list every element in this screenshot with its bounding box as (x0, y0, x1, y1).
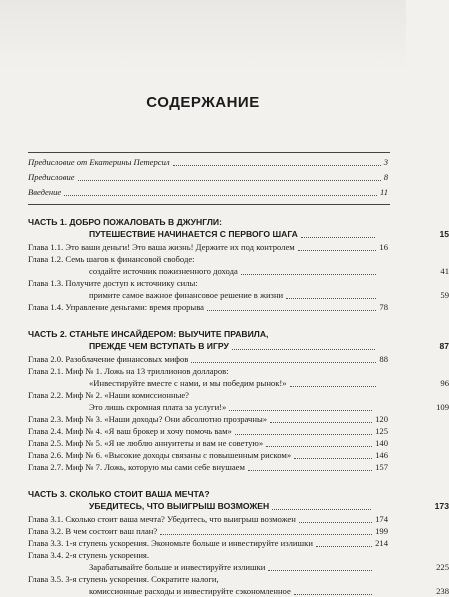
dot-leader (235, 434, 372, 435)
entry-text: Глава 1.1. Это ваши деньги! Это ваша жизнь! Держите их под контролем (28, 242, 295, 252)
page-number: 214 (375, 538, 388, 548)
dot-leader (64, 195, 377, 196)
entry-text: Глава 1.3. Получите доступ к источнику силы: (28, 278, 198, 288)
toc-entry[interactable] (28, 265, 449, 277)
page-number: 174 (375, 514, 388, 524)
dot-leader (268, 570, 372, 571)
entry-text: «Инвестируйте вместе с нами, и мы победим рынок!» (89, 378, 287, 388)
toc-entry[interactable] (28, 186, 388, 198)
entry-text: комиссионные расходы и инвестируйте сэкономленное (89, 586, 291, 596)
dot-leader (286, 298, 376, 299)
page-number: 125 (375, 426, 388, 436)
dot-leader (316, 546, 372, 547)
page-number: 238 (436, 586, 449, 596)
dot-leader (272, 509, 370, 510)
dot-leader (160, 534, 372, 535)
entry-text: Глава 3.4. 2-я ступень ускорения. (28, 550, 150, 560)
toc-entry-line[interactable] (28, 549, 388, 561)
toc-entry[interactable] (28, 561, 449, 573)
page-number: 109 (436, 402, 449, 412)
dot-leader (207, 310, 376, 311)
entry-text: Глава 2.4. Миф № 4. «Я ваш брокер и хочу помочь вам» (28, 426, 232, 436)
toc-entry-line[interactable] (28, 216, 388, 228)
page-number: 146 (375, 450, 388, 460)
page-number: 96 (440, 378, 449, 388)
page-number: 8 (383, 172, 388, 182)
entry-text: Глава 1.2. Семь шагов к финансовой свободе: (28, 254, 195, 264)
page-number: 59 (440, 290, 449, 300)
page-number: 16 (379, 242, 388, 252)
page-title: СОДЕРЖАНИЕ (146, 94, 260, 111)
toc-entry[interactable] (28, 353, 388, 365)
dot-leader (290, 386, 377, 387)
entry-text: Глава 3.1. Сколько стоит ваша мечта? Убедитесь, что выигрыш возможен (28, 514, 296, 524)
toc-entry[interactable] (28, 171, 388, 183)
page-number: 199 (375, 526, 388, 536)
bleed-through (0, 0, 406, 70)
entry-text: примите самое важное финансовое решение в жизни (89, 290, 284, 300)
dot-leader (298, 250, 377, 251)
dot-leader (294, 594, 372, 595)
toc-entry[interactable] (28, 289, 449, 301)
dot-leader (173, 165, 381, 166)
dot-leader (299, 522, 372, 523)
entry-text: Введение (28, 187, 62, 197)
entry-text: Зарабатывайте больше и инвестируйте излишки (89, 562, 266, 572)
entry-text: ЧАСТЬ 3. СКОЛЬКО СТОИТ ВАША МЕЧТА? (28, 489, 210, 499)
page-number: 157 (375, 462, 388, 472)
toc-entry-line[interactable] (28, 277, 388, 289)
toc-entry[interactable] (28, 340, 449, 352)
entry-text: Глава 3.2. В чем состоит ваш план? (28, 526, 158, 536)
page-number: 87 (439, 341, 449, 351)
dot-leader (270, 422, 372, 423)
entry-text: Глава 2.6. Миф № 6. «Высокие доходы связаны с повышенным риском» (28, 450, 292, 460)
page-number: 15 (439, 229, 449, 239)
rule (28, 204, 390, 205)
dot-leader (266, 446, 372, 447)
toc-entry-line[interactable] (28, 365, 388, 377)
page-number: 3 (383, 157, 388, 167)
toc-entry-line[interactable] (28, 389, 388, 401)
dot-leader (191, 362, 376, 363)
toc-entry[interactable] (28, 377, 449, 389)
toc-entry-line[interactable] (28, 488, 388, 500)
toc-entry-line[interactable] (28, 328, 388, 340)
toc-entry[interactable] (28, 513, 388, 525)
page-number: 78 (379, 302, 388, 312)
entry-text: Глава 3.5. 3-я ступень ускорения. Сократите налоги, (28, 574, 219, 584)
page-number: 225 (436, 562, 449, 572)
page-number: 88 (379, 354, 388, 364)
entry-text: Глава 2.1. Миф № 1. Ложь на 13 триллионов долларов: (28, 366, 229, 376)
toc-entry-line[interactable] (28, 253, 388, 265)
toc-entry[interactable] (28, 500, 449, 512)
rule (28, 152, 390, 153)
toc-entry[interactable] (28, 585, 449, 597)
entry-text: УБЕДИТЕСЬ, ЧТО ВЫИГРЫШ ВОЗМОЖЕН (89, 501, 270, 511)
page-number: 140 (375, 438, 388, 448)
entry-text: ПУТЕШЕСТВИЕ НАЧИНАЕТСЯ С ПЕРВОГО ШАГА (89, 229, 298, 239)
toc-entry[interactable] (28, 437, 388, 449)
entry-text: ПРЕЖДЕ ЧЕМ ВСТУПАТЬ В ИГРУ (89, 341, 229, 351)
entry-text: ЧАСТЬ 1. ДОБРО ПОЖАЛОВАТЬ В ДЖУНГЛИ: (28, 217, 222, 227)
entry-text: Глава 3.3. 1-я ступень ускорения. Экономьте больше и инвестируйте излишки (28, 538, 313, 548)
toc-entry[interactable] (28, 461, 388, 473)
toc-entry[interactable] (28, 525, 388, 537)
toc-entry[interactable] (28, 425, 388, 437)
toc-entry[interactable] (28, 156, 388, 168)
page-number: 173 (434, 501, 449, 511)
page-number: 120 (375, 414, 388, 424)
dot-leader (232, 349, 376, 350)
entry-text: Глава 2.7. Миф № 7. Ложь, которую мы сами себе внушаем (28, 462, 245, 472)
dot-leader (248, 470, 372, 471)
dot-leader (241, 274, 377, 275)
page-number: 11 (380, 187, 388, 197)
toc-entry[interactable] (28, 537, 388, 549)
entry-text: Глава 2.0. Разоблачение финансовых мифов (28, 354, 189, 364)
entry-text: Предисловие (28, 172, 75, 182)
entry-text: Предисловие от Екатерины Петерсил (28, 157, 170, 167)
dot-leader (229, 410, 372, 411)
toc-entry-line[interactable] (28, 573, 388, 585)
toc-entry[interactable] (28, 241, 388, 253)
toc-entry[interactable] (28, 413, 388, 425)
entry-text: Глава 2.5. Миф № 5. «Я не люблю аннуитеты и вам не советую» (28, 438, 264, 448)
entry-text: Это лишь скромная плата за услуги!» (89, 402, 227, 412)
dot-leader (301, 237, 376, 238)
toc-entry[interactable] (28, 449, 388, 461)
toc-entry[interactable] (28, 401, 449, 413)
entry-text: создайте источник пожизненного дохода (89, 266, 238, 276)
toc-entry[interactable] (28, 228, 449, 240)
dot-leader (294, 458, 372, 459)
entry-text: Глава 2.3. Миф № 3. «Наши доходы? Они абсолютно прозрачны» (28, 414, 268, 424)
toc-entry[interactable] (28, 301, 388, 313)
dot-leader (78, 180, 381, 181)
page-number: 41 (440, 266, 449, 276)
entry-text: Глава 1.4. Управление деньгами: время прорыва (28, 302, 204, 312)
entry-text: ЧАСТЬ 2. СТАНЬТЕ ИНСАЙДЕРОМ: ВЫУЧИТЕ ПРАВИЛА, (28, 329, 269, 339)
entry-text: Глава 2.2. Миф № 2. «Наши комиссионные? (28, 390, 189, 400)
